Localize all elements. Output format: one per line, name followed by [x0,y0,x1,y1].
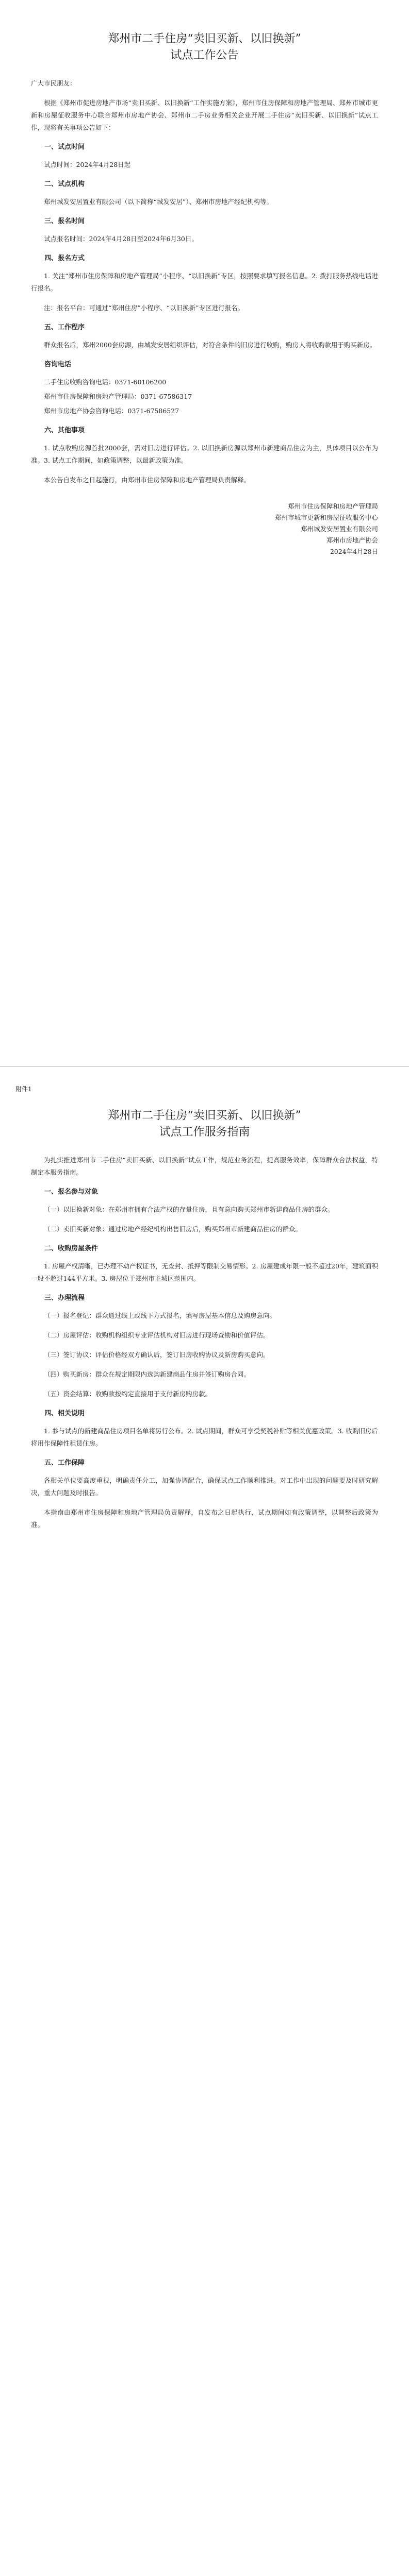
signature-org-4: 郑州市房地产协会 [326,536,378,544]
contact-line-2: 郑州市住房保障和房地产管理局：0371-67586317 [44,393,192,400]
attachment-1-a5: 五、工作保障 [44,1459,85,1467]
salutation: 广大市民朋友： [31,79,76,87]
signature-date: 2024年4月28日 [330,548,378,555]
section-7-text: 本公告自发布之日起施行，由郑州市住房保障和房地产管理局负责解释。 [44,476,251,484]
attachment-1-a3: 三、办理流程 [44,1294,85,1302]
attachment-1-a3-text4: （四）购买新房：群众在规定期限内选购新建商品住房并签订购房合同。 [44,1370,251,1378]
attachment-1-title-line2: 试点工作服务指南 [159,1126,250,1139]
attachment-1-a2: 二、收购房屋条件 [44,1245,99,1252]
section-4-text: 1. 关注“郑州市住房保障和房地产管理局”小程序、“以旧换新”专区，按照要求填写报名信息。2. 拨打服务热线电话进行报名。 [31,272,378,292]
signature-block [31,501,378,557]
signature-org-2: 郑州市城市更新和房屋征收服务中心 [274,514,378,521]
section-5-text: 群众报名后，郑州2000套房源，由城发安居组织评估，对符合条件的旧房进行收购，购房人将收购款用于购买新房。 [44,341,377,349]
attachment-1-a5-text2: 本指南由郑州市住房保障和房地产管理局负责解释，自发布之日起执行，试点期间如有政策调整，以调整后政策为准。 [31,1509,378,1529]
divider [0,1066,409,1067]
contact-line-3: 郑州市房地产协会咨询电话：0371-67586527 [44,407,179,415]
notice-title-line2: 试点工作公告 [170,49,239,62]
attachment-1-a1: 一、报名参与对象 [44,1188,99,1196]
section-2-title: 二、试点机构 [44,180,85,188]
attachment-1-a3-text2: （二）房屋评估：收购机构组织专业评估机构对旧房进行现场查勘和价值评估。 [44,1331,270,1339]
section-3-text: 试点报名时间：2024年4月28日至2024年6月30日。 [44,235,198,243]
contact-line-1: 二手住房收购咨询电话：0371-60106200 [44,378,167,386]
section-1-title: 一、试点时间 [44,143,85,151]
section-2-text: 郑州城发安居置业有限公司（以下简称“城发安居”）、郑州市房地产经纪机构等。 [44,198,273,206]
attachment-1-a2-text: 1. 房屋产权清晰，已办理不动产权证书，无查封、抵押等限制交易情形。2. 房屋建成年限一般不超过20年，建筑面积一般不超过144平方米。3. 房屋位于郑州市主城区范围内。 [31,1262,378,1282]
attachment-1-a3-text: （一）报名登记：群众通过线上或线下方式报名，填写房屋基本信息及购房意向。 [44,1312,276,1319]
attachment-1-tag: 附件1 [15,1086,32,1093]
notice-section [31,31,378,557]
section-6-text: 1. 试点收购房源首批2000套，需对旧房进行评估。2. 以旧换新房源以郑州市新建商品住房为主，具体项目以公布为准。3. 试点工作期间，如政策调整，以最新政策为准。 [31,444,378,464]
signature-org-3: 郑州城发安居置业有限公司 [300,525,378,533]
attachment-1-a4-text: 1. 参与试点的新建商品住房项目名单将另行公布。2. 试点期间，群众可享受契税补贴等相关优惠政策。3. 收购旧房后将用作保障性租赁住房。 [31,1427,378,1447]
attachment-1-a5-text: 各相关单位要高度重视，明确责任分工，加强协调配合，确保试点工作顺利推进。对工作中出现的问题要及时研究解决，重大问题及时报告。 [31,1477,378,1497]
section-3-title: 三、报名时间 [44,217,85,225]
attachment-1-title-line1: 郑州市二手住房“卖旧买新、以旧换新” [108,1109,301,1122]
section-4-note: 注：报名平台：可通过“郑州住房”小程序、“以旧换新”专区进行报名。 [44,304,244,312]
contact-title: 咨询电话 [44,361,72,368]
attachment-1-intro: 为扎实推进郑州市二手住房“卖旧买新、以旧换新”试点工作，规范业务流程，提高服务效率，保障群众合法权益，特制定本服务指南。 [31,1156,378,1176]
attachment-1-a3-text3: （三）签订协议：评估价格经双方确认后，签订旧房收购协议及新房购买意向。 [44,1351,270,1359]
section-6-title: 六、其他事项 [44,427,85,434]
notice-title-line1: 郑州市二手住房“卖旧买新、以旧换新” [108,32,301,45]
attachment-1-a1-text2: （二）卖旧买新对象：通过房地产经纪机构出售旧房后，购买郑州市新建商品住房的群众。 [44,1225,302,1233]
attachment-1-a3-text5: （五）资金结算：收购款按约定直接用于支付新房购房款。 [44,1390,212,1398]
section-4-title: 四、报名方式 [44,255,85,262]
notice-intro: 根据《郑州市促进房地产市场“卖旧买新、以旧换新”工作实施方案》，郑州市住房保障和房地产管理局、郑州市城市更新和房屋征收服务中心联合郑州市房地产协会、郑州市二手房业务相关企业开展二手住房“卖旧买新、以旧换新”试点工作，现将有关事项公告如下： [31,99,378,131]
section-5-title: 五、工作程序 [44,324,85,331]
attachment-1-a1-text: （一）以旧换新对象：在郑州市拥有合法产权的存量住房，且有意向购买郑州市新建商品住房的群众。 [44,1206,334,1213]
signature-org-1: 郑州市住房保障和房地产管理局 [287,502,378,510]
attachment-1-section [31,1108,378,1538]
section-1-text: 试点时间：2024年4月28日起 [44,161,131,168]
attachment-1-a4: 四、相关说明 [44,1410,85,1417]
